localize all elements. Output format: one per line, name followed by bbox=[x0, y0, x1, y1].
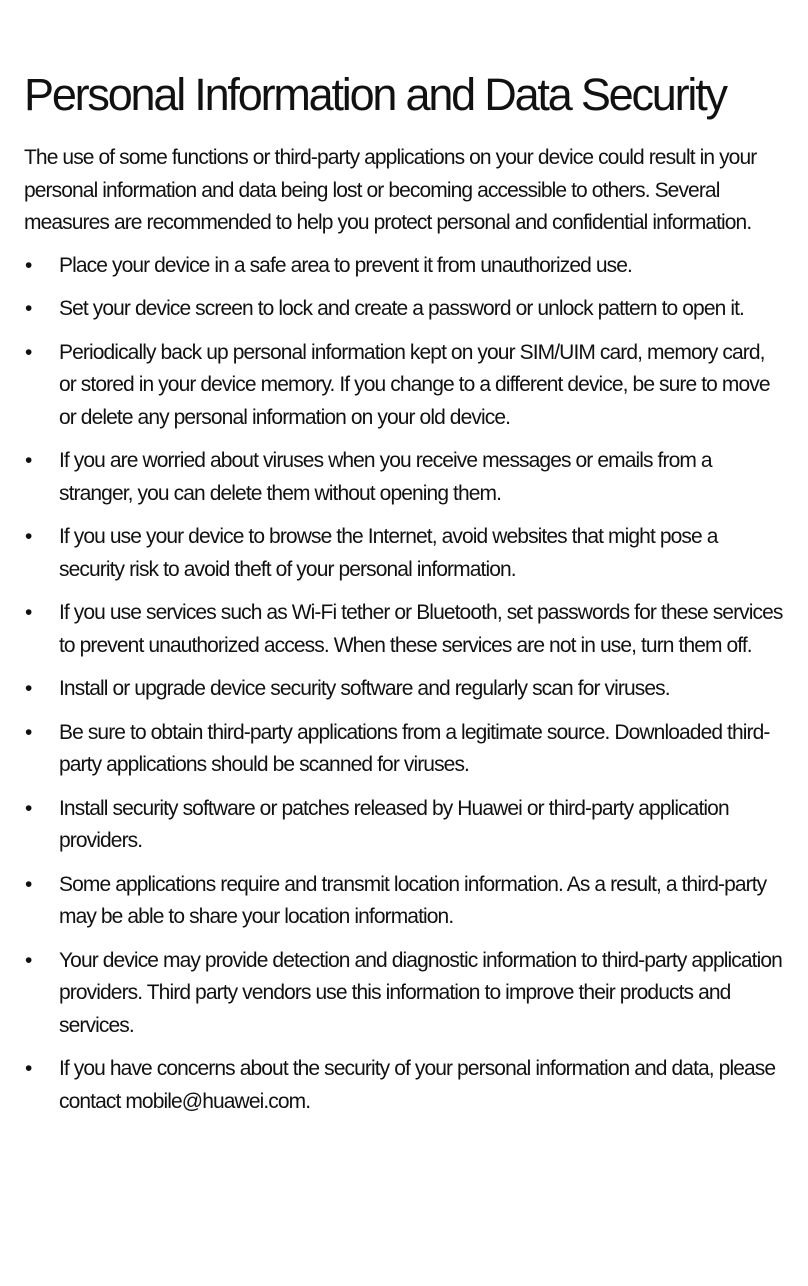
list-item bbox=[24, 445, 786, 510]
list-item bbox=[24, 293, 786, 326]
list-item bbox=[24, 869, 786, 934]
bullet-icon: • bbox=[25, 253, 32, 277]
list-item bbox=[24, 521, 786, 586]
bullet-icon: • bbox=[25, 525, 32, 548]
list-item bbox=[24, 793, 786, 858]
intro-paragraph: The use of some functions or third-party applications on your device could result in your personal information and data being lost or becoming accessible to others. Several measures are recommended to help you protect personal and confidential information. bbox=[24, 146, 757, 234]
list-item-text: Set your device screen to lock and create a password or unlock pattern to open it. bbox=[59, 297, 744, 320]
list-item-text: Some applications require and transmit location information. As a result, a third-party may be able to share your location information. bbox=[59, 872, 767, 928]
list-item bbox=[24, 1053, 786, 1118]
bullet-icon: • bbox=[25, 297, 32, 320]
list-item bbox=[24, 250, 786, 283]
list-item-text: If you have concerns about the security of your personal information and data, please contact mobile@huawei.com. bbox=[59, 1057, 776, 1113]
bullet-icon: • bbox=[25, 601, 32, 624]
list-item-text: Be sure to obtain third-party applications from a legitimate source. Downloaded third-party applications should be scanned for viruses. bbox=[59, 720, 770, 776]
list-item bbox=[24, 673, 786, 706]
list-item-text: Install or upgrade device security software and regularly scan for viruses. bbox=[59, 677, 670, 700]
list-item-text: If you are worried about viruses when you receive messages or emails from a stranger, you can delete them without opening them. bbox=[59, 449, 712, 505]
bullet-icon: • bbox=[25, 677, 32, 700]
list-item bbox=[24, 717, 786, 782]
security-measures-list bbox=[24, 250, 786, 1119]
list-item bbox=[24, 945, 786, 1043]
page-title: Personal Information and Data Security bbox=[24, 69, 726, 120]
bullet-icon: • bbox=[25, 1057, 32, 1080]
list-item bbox=[24, 337, 786, 435]
bullet-icon: • bbox=[25, 720, 32, 744]
bullet-icon: • bbox=[25, 449, 32, 472]
list-item bbox=[24, 597, 786, 662]
bullet-icon: • bbox=[25, 948, 32, 972]
list-item-text: Place your device in a safe area to prevent it from unauthorized use. bbox=[59, 253, 632, 277]
list-item-text: Your device may provide detection and diagnostic information to third-party application providers. Third party vendors use this information to improve their products and services. bbox=[59, 948, 782, 1037]
bullet-icon: • bbox=[25, 872, 32, 896]
document-page bbox=[24, 64, 786, 1129]
list-item-text: If you use your device to browse the Internet, avoid websites that might pose a security risk to avoid theft of your personal information. bbox=[59, 525, 718, 581]
list-item-text: If you use services such as Wi-Fi tether or Bluetooth, set passwords for these services to prevent unauthorized access. When these services are not in use, turn them off. bbox=[59, 601, 783, 657]
list-item-text: Periodically back up personal information kept on your SIM/UIM card, memory card, or stored in your device memory. If you change to a different device, be sure to move or delete any personal information on your old device. bbox=[59, 340, 770, 429]
bullet-icon: • bbox=[25, 340, 32, 364]
bullet-icon: • bbox=[25, 796, 32, 820]
list-item-text: Install security software or patches released by Huawei or third-party application providers. bbox=[59, 796, 729, 852]
